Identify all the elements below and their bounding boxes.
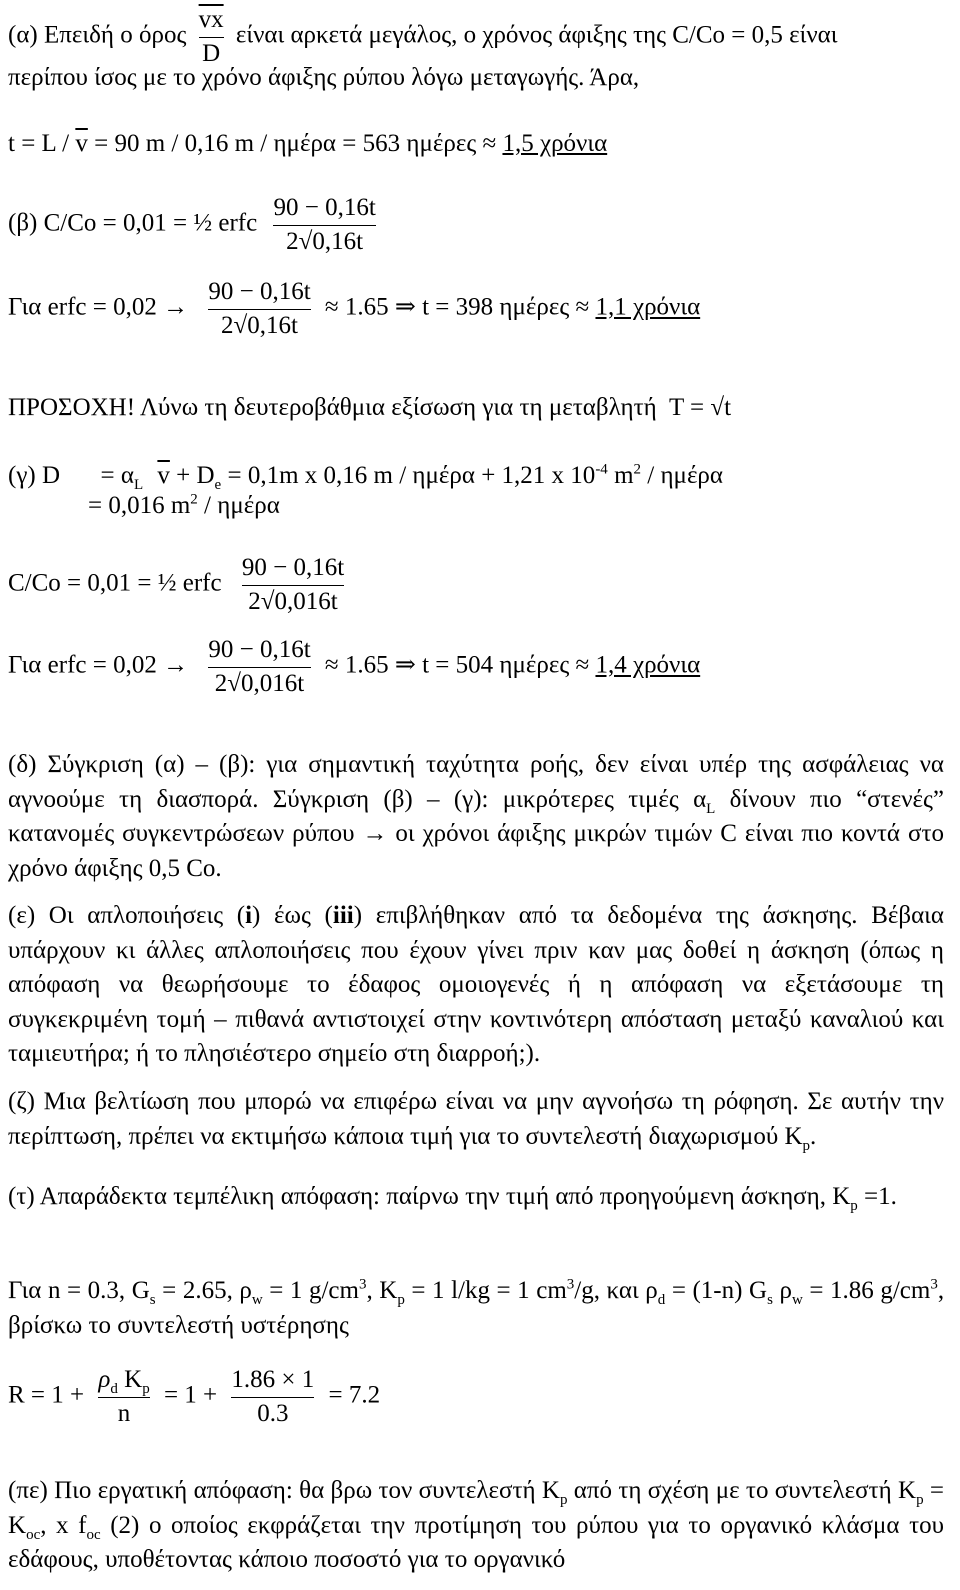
given-text: = 1 g/cm <box>269 1277 359 1304</box>
radicand: 0,016t <box>274 587 338 615</box>
given-text: , K <box>366 1277 398 1304</box>
gamma-unit-2: / ημέρα <box>647 462 724 489</box>
gamma-result: = 0,016 m <box>88 492 191 519</box>
subscript: L <box>706 800 716 817</box>
fraction-numerator: $\overline{vx}$ <box>198 6 224 33</box>
alpha-line-3 <box>8 130 607 158</box>
subscript: d <box>657 1292 666 1308</box>
beta-equation-2 <box>8 276 700 342</box>
gamma-calc: = 0,1m x 0,16 m / ημέρα + 1,21 x 10 <box>227 462 596 489</box>
alpha-line-1-start: (α) Επειδή ο όρος <box>8 21 187 49</box>
given-text: = 1 l/kg = 1 cm <box>411 1277 567 1304</box>
pe-text: , x f <box>40 1511 87 1539</box>
implies-arrow: ⇒ <box>394 651 416 679</box>
denominator-coefficient: 2 <box>214 669 228 697</box>
retardation-result: = 7.2 <box>328 1381 381 1409</box>
gamma-equation-2 <box>8 634 700 700</box>
fraction-numerator: 90 − 0,16t <box>273 194 376 221</box>
erfc-inverse-value: 1.65 <box>344 293 389 321</box>
beta-time-days: t = 398 ημέρες <box>422 293 570 321</box>
given-values-paragraph <box>8 1274 944 1343</box>
approx-sign: ≈ <box>575 293 590 321</box>
subscript: L <box>133 477 144 493</box>
given-text: Για n = 0.3, G <box>8 1277 150 1304</box>
approx-sign: ≈ <box>482 130 497 157</box>
fraction-denominator: 2√0,16t <box>221 311 298 339</box>
mean-velocity-symbol: $\overline{v}$ <box>75 130 88 157</box>
subscript: p <box>397 1292 405 1308</box>
alpha-line-2: περίπου ίσος με το χρόνο άφιξης ρύπου λόγω μεταγωγής. Άρα, <box>8 64 640 91</box>
pe-paragraph <box>8 1474 944 1578</box>
gamma-result-unit: / ημέρα <box>204 492 280 519</box>
superscript: 2 <box>633 461 642 478</box>
erfc-argument-fraction <box>273 192 375 258</box>
subscript: w <box>251 1292 263 1308</box>
given-text: = 2.65, ρ <box>162 1277 252 1304</box>
given-text: ρ <box>779 1277 792 1304</box>
bold-numeral: iii <box>332 902 354 929</box>
sqrt-t: √t <box>710 394 732 421</box>
retardation-fraction-numeric <box>231 1364 314 1430</box>
subscript: w <box>791 1292 803 1308</box>
beta-equation-1 <box>8 192 376 258</box>
gamma-time-result: 1,4 χρόνια <box>595 651 701 679</box>
superscript: 3 <box>566 1276 575 1293</box>
gamma-line-2 <box>88 492 280 520</box>
fraction-numerator: 1.86 × 1 <box>231 1366 315 1393</box>
mean-velocity-symbol: $\overline{v}$ <box>157 462 170 489</box>
fraction-numerator: 90 − 0,16t <box>241 554 345 581</box>
subscript: p <box>142 1381 150 1397</box>
tau-text-end: =1. <box>864 1183 897 1210</box>
radicand: t <box>724 394 732 421</box>
pe-text: (2) ο οποίος εκφράζεται την προτίμηση του ρύπου για το οργανικό κλάσμα του εδάφους, υποθέτοντας κάποιο ποσοστό για το οργανικό <box>8 1511 945 1573</box>
fraction-numerator: 90 − 0,16t <box>208 278 311 305</box>
beta-lhs: (β) C/Co = 0,01 = ½ erfc <box>8 209 258 237</box>
erfc-argument-fraction <box>208 276 310 342</box>
delta-text-2: δίνουν πιο “στενές” κατανομές συγκεντρώσεων ρύπου → οι χρόνοι άφιξης μικρών τιμών C είναι πιο κοντά στο χρόνο άφιξης 0,5 Co. <box>8 785 944 882</box>
given-text: /g, και ρ <box>574 1277 658 1304</box>
radicand: 0,16t <box>247 311 298 339</box>
fraction-denominator: 2√0,016t <box>248 587 338 615</box>
denominator-coefficient: 2 <box>248 587 261 615</box>
gamma-line-1 <box>8 461 724 493</box>
gamma-alpha: = α <box>100 462 134 489</box>
implies-arrow: ⇒ <box>394 293 416 321</box>
superscript: 2 <box>190 491 198 508</box>
superscript: 3 <box>358 1276 367 1293</box>
equals-sign: = <box>690 394 705 421</box>
rho-symbol: ρ <box>98 1366 111 1393</box>
zeta-text-end: . <box>810 1122 817 1150</box>
beta-lhs-2: Για erfc = 0,02 → <box>8 293 189 321</box>
subscript: oc <box>26 1526 41 1543</box>
subscript: p <box>802 1137 810 1154</box>
superscript: 3 <box>930 1276 938 1293</box>
given-text: g/cm <box>880 1277 931 1304</box>
erfc-inverse-value: 1.65 <box>344 651 389 679</box>
radicand: 0,016t <box>241 669 305 697</box>
gamma-equation-1 <box>8 552 344 618</box>
retardation-equation <box>8 1364 380 1430</box>
given-text: , βρίσκω το συντελεστή υστέρησης <box>8 1277 945 1339</box>
fraction-denominator: 0.3 <box>257 1399 289 1427</box>
subscript: p <box>916 1492 924 1508</box>
delta-paragraph <box>8 748 944 886</box>
gamma-de: + D <box>176 462 215 489</box>
epsilon-paragraph <box>8 899 944 1072</box>
epsilon-text-3: ) επιβλήθηκαν από τα δεδομένα της άσκησης. Βέβαια υπάρχουν κι άλλες απλοποιήσεις που έχουν γίνει πριν καν μας δοθεί η άσκηση (όπως η απόφαση να θεωρήσουμε το έδαφος ομοιογενές ή η απόφαση να εξετάσουμε τη συγκεκριμένη τομή – πιθανά αντιστοιχεί στην κοντινότερη απόσταση μεταξύ καναλιού και ταμιευτήρα; ή το πλησιέστερο σημείο στη διαρροή;). <box>8 902 945 1067</box>
denominator-coefficient: 2 <box>286 227 299 255</box>
alpha-line-1-end: είναι αρκετά μεγάλος, ο χρόνος άφιξης της C/Co = 0,5 είναι <box>235 21 838 49</box>
gamma-lhs: C/Co = 0,01 = ½ erfc <box>8 569 222 597</box>
subscript: p <box>559 1492 568 1508</box>
alpha-line-1 <box>8 4 838 70</box>
gamma-label: (γ) D <box>8 462 61 489</box>
fraction-denominator: 2√0,016t <box>214 669 305 697</box>
erfc-argument-fraction <box>242 552 344 618</box>
fraction-denominator: 2√0,16t <box>286 227 364 255</box>
subscript: p <box>850 1198 858 1214</box>
gamma-time-days: t = 504 ημέρες <box>422 651 570 679</box>
epsilon-text: (ε) Οι απλοποιήσεις ( <box>8 902 246 929</box>
fraction-denominator: D <box>202 39 221 67</box>
fraction-numerator: 90 − 0,16t <box>208 636 311 663</box>
tau-text: (τ) Απαράδεκτα τεμπέλικη απόφαση: παίρνω την τιμή από προηγούμενη άσκηση, K <box>8 1183 851 1210</box>
subscript: s <box>149 1292 156 1308</box>
zeta-text: (ζ) Μια βελτίωση που μπορώ να επιφέρω είναι να μην αγνοήσω τη ρόφηση. Σε αυτήν την περίπτωση, πρέπει να εκτιμήσω κάποια τιμή για το συντελεστή διαχωρισμού K <box>8 1088 944 1150</box>
travel-time-lhs: t = L / <box>8 130 70 157</box>
travel-time-calc: = 90 m / 0,16 m / ημέρα = 563 ημέρες <box>94 130 477 157</box>
given-text: = (1-n) G <box>671 1277 768 1304</box>
epsilon-text-2: ) έως ( <box>252 902 333 929</box>
pe-text: από τη σχέση με το συντελεστή K <box>573 1477 917 1504</box>
approx-sign: ≈ <box>324 293 339 321</box>
fraction-denominator: n <box>117 1399 131 1427</box>
subscript: oc <box>86 1526 101 1543</box>
attention-text: ΠΡΟΣΟΧΗ! Λύνω τη δευτεροβάθμια εξίσωση για τη μεταβλητή <box>8 394 657 421</box>
pe-text: = K <box>8 1477 945 1539</box>
retardation-fraction-symbolic <box>98 1364 149 1430</box>
radicand: 0,16t <box>312 227 364 255</box>
denominator-coefficient: 2 <box>221 311 234 339</box>
retardation-lhs: R = 1 + <box>8 1381 85 1409</box>
pe-text: (πε) Πιο εργατική απόφαση: θα βρω τον συντελεστή K <box>8 1477 560 1504</box>
travel-time-result: 1,5 χρόνια <box>502 130 608 157</box>
zeta-paragraph <box>8 1085 944 1154</box>
subscript: s <box>767 1292 773 1308</box>
delta-text: (δ) Σύγκριση (α) – (β): για σημαντική ταχύτητα ροής, δεν είναι υπέρ της ασφάλειας να αγνοούμε τη διασπορά. Σύγκριση (β) – (γ): μικρότερες τιμές α <box>8 751 944 813</box>
attention-note <box>8 394 731 422</box>
given-text: = 1.86 <box>809 1277 874 1304</box>
subscript: e <box>214 477 222 493</box>
retardation-eq2: = 1 + <box>163 1381 218 1409</box>
tau-paragraph <box>8 1180 944 1215</box>
approx-sign: ≈ <box>324 651 339 679</box>
superscript: -4 <box>595 461 608 478</box>
bold-numeral: i <box>245 902 253 929</box>
beta-time-result: 1,1 χρόνια <box>595 293 701 321</box>
erfc-argument-fraction <box>208 634 310 700</box>
vx-over-d-fraction <box>199 4 224 70</box>
fraction-numerator <box>98 1364 149 1397</box>
gamma-unit: m <box>614 462 634 489</box>
substitution-T: T <box>668 394 684 421</box>
gamma-lhs-2: Για erfc = 0,02 → <box>8 651 189 679</box>
k-symbol: K <box>124 1366 143 1393</box>
approx-sign: ≈ <box>575 651 590 679</box>
subscript: d <box>110 1381 118 1397</box>
